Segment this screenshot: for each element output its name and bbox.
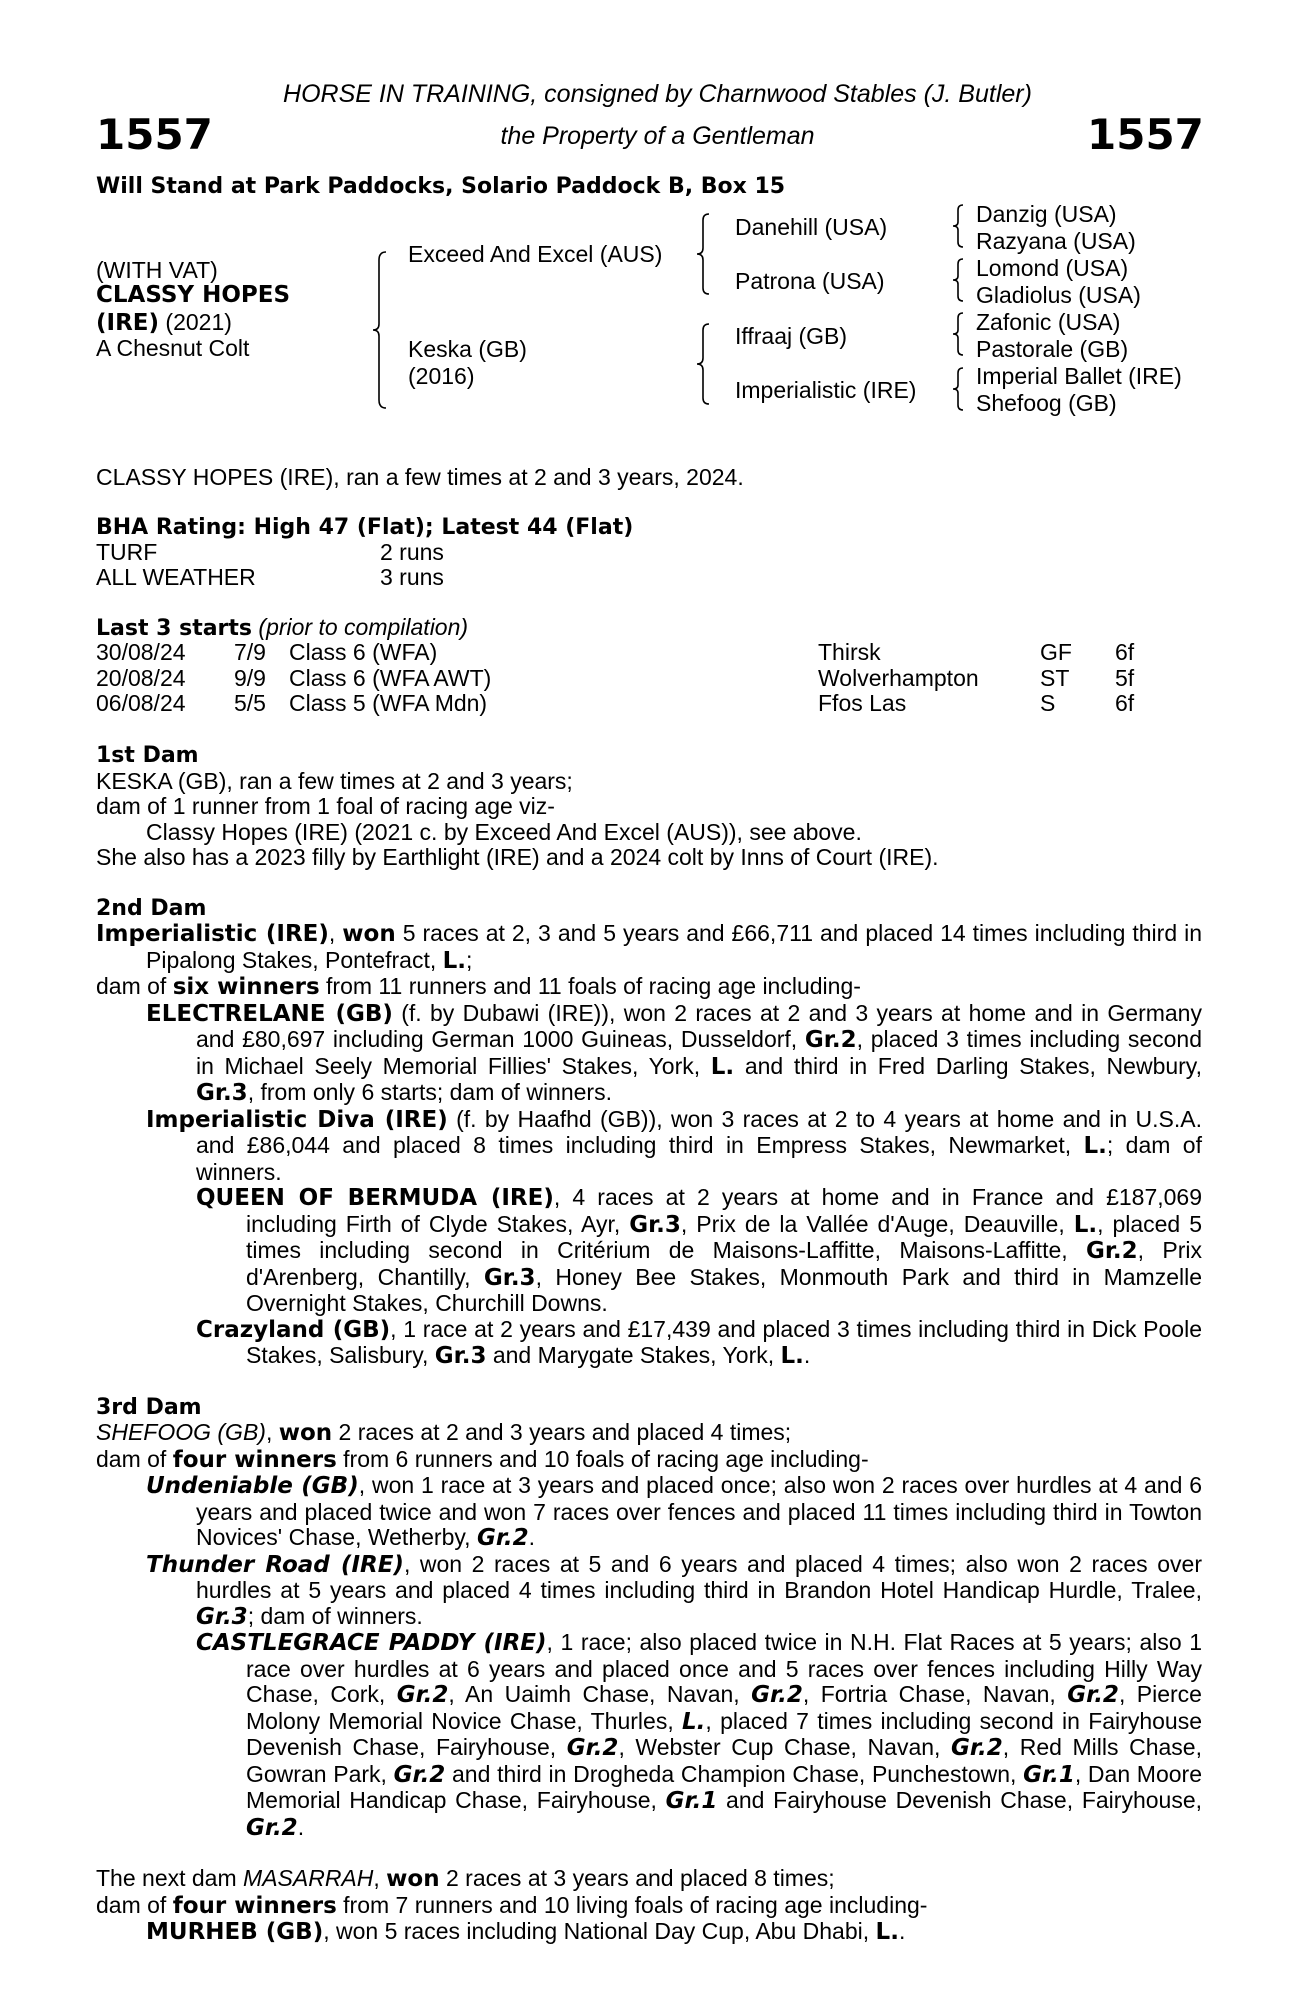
- last-starts-note: (prior to compilation): [258, 614, 469, 640]
- third-dam-produce-line: dam of four winners from 6 runners and 10 foals of racing age including-: [96, 1445, 869, 1473]
- dam-dam-sire: Imperial Ballet (IRE): [976, 363, 1182, 389]
- vat-label: (WITH VAT): [96, 257, 218, 283]
- start-going: GF: [1040, 639, 1072, 665]
- next-dam-para: The next dam MASARRAH, won 2 races at 3 years and placed 8 times;: [96, 1865, 835, 1892]
- horse-origin-year: [96, 310, 232, 337]
- horse-year: (2021): [159, 309, 232, 335]
- dam-sire: Iffraaj (GB): [735, 323, 848, 349]
- start-course: Thirsk: [818, 639, 881, 665]
- produce-electrelane: ELECTRELANE (GB) (f. by Dubawi (IRE)), won 2 races at 2 and 3 years at home and in Germany and £80,697 including German 1000 Guineas, Dusseldorf, Gr.2, placed 3 times including second in Michael Seely Memorial Fillies' Stakes, York, L. and third in Fred Darling Stakes, Newbury, Gr.3, from only 6 starts; dam of winners.: [146, 999, 1203, 1106]
- bha-rating: BHA Rating: High 47 (Flat); Latest 44 (Flat): [96, 515, 634, 540]
- horse-country: (IRE): [96, 310, 160, 336]
- produce-thunder-road: Thunder Road (IRE), won 2 races at 5 and 6 years and placed 4 times; also won 2 races over hurdles at 5 years and placed 4 times including third in Brandon Hotel Handicap Hurdle, Tralee, Gr.3; dam of winners.: [146, 1550, 1202, 1630]
- second-dam-produce-line: dam of six winners from 11 runners and 11 foals of racing age including-: [96, 973, 861, 1000]
- rating-turf-label: TURF: [96, 539, 158, 565]
- dam-sire-sire: Zafonic (USA): [976, 309, 1121, 335]
- third-dam-para: SHEFOOG (GB), won 2 races at 2 and 3 years and placed 4 times;: [96, 1419, 792, 1446]
- dam-dam-dam: Shefoog (GB): [976, 390, 1117, 416]
- start-going: ST: [1040, 664, 1070, 691]
- dd-brace: [950, 366, 966, 412]
- dam-brace: [695, 322, 715, 406]
- sire-sire-dam: Razyana (USA): [976, 228, 1136, 254]
- sire-dam-sire: Lomond (USA): [976, 255, 1129, 281]
- lot-number-left: 1557: [96, 110, 213, 159]
- ds-brace: [950, 311, 966, 357]
- start-pos: 7/9: [234, 639, 266, 665]
- last-starts-title: Last 3 starts: [96, 616, 253, 641]
- sire-sire-sire: Danzig (USA): [976, 201, 1117, 227]
- start-dist: 6f: [1115, 690, 1135, 716]
- start-race: Class 6 (WFA): [289, 639, 438, 665]
- produce-murheb: MURHEB (GB), won 5 races including National Day Cup, Abu Dhabi, L..: [146, 1918, 906, 1945]
- first-dam-line1: KESKA (GB), ran a few times at 2 and 3 years;: [96, 767, 573, 794]
- start-date: 06/08/24: [96, 690, 186, 716]
- body-text: [96, 743, 1202, 1946]
- sire-brace: [695, 212, 715, 296]
- start-race: Class 6 (WFA AWT): [289, 664, 492, 691]
- second-dam-heading: 2nd Dam: [96, 895, 207, 921]
- start-date: 30/08/24: [96, 639, 186, 665]
- dam: Keska (GB): [408, 336, 527, 362]
- first-dam-line4: She also has a 2023 filly by Earthlight (IRE) and a 2024 colt by Inns of Court (IRE).: [96, 844, 939, 870]
- next-dam-produce-line: dam of four winners from 7 runners and 10 living foals of racing age including-: [96, 1891, 928, 1919]
- first-dam-produce: Classy Hopes (IRE) (2021 c. by Exceed And Excel (AUS)), see above.: [146, 818, 862, 845]
- produce-crazyland: Crazyland (GB), 1 race at 2 years and £17,439 and placed 3 times including third in Dick Poole Stakes, Salisbury, Gr.3 and Marygate Stakes, York, L..: [196, 1315, 1202, 1369]
- rating-turf-value: 2 runs: [380, 539, 444, 565]
- sire-dam-dam: Gladiolus (USA): [976, 282, 1141, 308]
- start-date: 20/08/24: [96, 664, 186, 691]
- stand-location: Will Stand at Park Paddocks, Solario Paddock B, Box 15: [96, 174, 786, 199]
- start-pos: 9/9: [234, 664, 266, 691]
- ss-brace: [950, 203, 966, 249]
- start-course: Ffos Las: [818, 690, 907, 716]
- consignor-line: HORSE IN TRAINING, consigned by Charnwood Stables (J. Butler): [283, 80, 1032, 108]
- sd-brace: [950, 257, 966, 303]
- start-dist: 6f: [1115, 639, 1135, 665]
- rating-aw-value: 3 runs: [380, 564, 444, 590]
- lot-number-right: 1557: [1087, 110, 1204, 159]
- third-dam-heading: 3rd Dam: [96, 1394, 202, 1420]
- horse-description: A Chesnut Colt: [96, 335, 250, 361]
- start-going: S: [1040, 690, 1056, 716]
- first-dam-heading: 1st Dam: [96, 743, 199, 768]
- start-race: Class 5 (WFA Mdn): [289, 690, 488, 716]
- sire-dam: Patrona (USA): [735, 268, 885, 294]
- dam-year: (2016): [408, 363, 475, 389]
- second-dam-name: Imperialistic (IRE): [96, 921, 329, 947]
- dam-sire-dam: Pastorale (GB): [976, 336, 1129, 362]
- property-line: the Property of a Gentleman: [500, 122, 815, 150]
- pedigree-main-brace: [372, 250, 392, 410]
- dam-dam: Imperialistic (IRE): [735, 377, 917, 403]
- start-course: Wolverhampton: [818, 664, 979, 691]
- rating-aw-label: ALL WEATHER: [96, 564, 256, 590]
- first-dam-line2: dam of 1 runner from 1 foal of racing age viz-: [96, 793, 555, 819]
- produce-castlegrace-paddy: CASTLEGRACE PADDY (IRE), 1 race; also placed twice in N.H. Flat Races at 5 years; also 1 race over hurdles at 6 years and placed once and 5 races over fences including Hilly Way Chase, Cork, Gr.2, An Uaimh Chase, Navan, Gr.2, Fortria Chase, Navan, Gr.2, Pierce Molony Memorial Novice Chase, Thurles, L., placed 7 times including second in Fairyhouse Devenish Chase, Fairyhouse, Gr.2, Webster Cup Chase, Navan, Gr.2, Red Mills Chase, Gowran Park, Gr.2 and third in Drogheda Champion Chase, Punchestown, Gr.1, Dan Moore Memorial Handicap Chase, Fairyhouse, Gr.1 and Fairyhouse Devenish Chase, Fairyhouse, Gr.2.: [196, 1629, 1203, 1841]
- second-dam-para: Imperialistic (IRE), won 5 races at 2, 3 and 5 years and £66,711 and placed 14 times including third in Pipalong Stakes, Pontefract, L.;: [96, 920, 1202, 974]
- last-starts-heading: [96, 615, 468, 642]
- produce-undeniable: Undeniable (GB), won 1 race at 3 years and placed once; also won 2 races over hurdles at 4 and 6 years and placed twice and won 7 races over fences and placed 11 times including third in Towton Novices' Chase, Wetherby, Gr.2.: [146, 1472, 1203, 1551]
- race-summary: CLASSY HOPES (IRE), ran a few times at 2 and 3 years, 2024.: [96, 464, 744, 490]
- produce-queen-of-bermuda: QUEEN OF BERMUDA (IRE), 4 races at 2 years at home and in France and £187,069 including Firth of Clyde Stakes, Ayr, Gr.3, Prix de la Vallée d'Auge, Deauville, L., placed 5 times including second in Critérium de Maisons-Laffitte, Maisons-Laffitte, Gr.2, Prix d'Arenberg, Chantilly, Gr.3, Honey Bee Stakes, Monmouth Park and third in Mamzelle Overnight Stakes, Churchill Downs.: [196, 1184, 1203, 1316]
- produce-imperialistic-diva: Imperialistic Diva (IRE) (f. by Haafhd (GB)), won 3 races at 2 to 4 years at home and in U.S.A. and £86,044 and placed 8 times including third in Empress Stakes, Newmarket, L.; dam of winners.: [146, 1105, 1203, 1185]
- start-dist: 5f: [1115, 664, 1135, 691]
- start-pos: 5/5: [234, 690, 266, 716]
- sire: Exceed And Excel (AUS): [408, 241, 663, 267]
- sire-sire: Danehill (USA): [735, 214, 888, 240]
- horse-name: CLASSY HOPES: [96, 282, 291, 308]
